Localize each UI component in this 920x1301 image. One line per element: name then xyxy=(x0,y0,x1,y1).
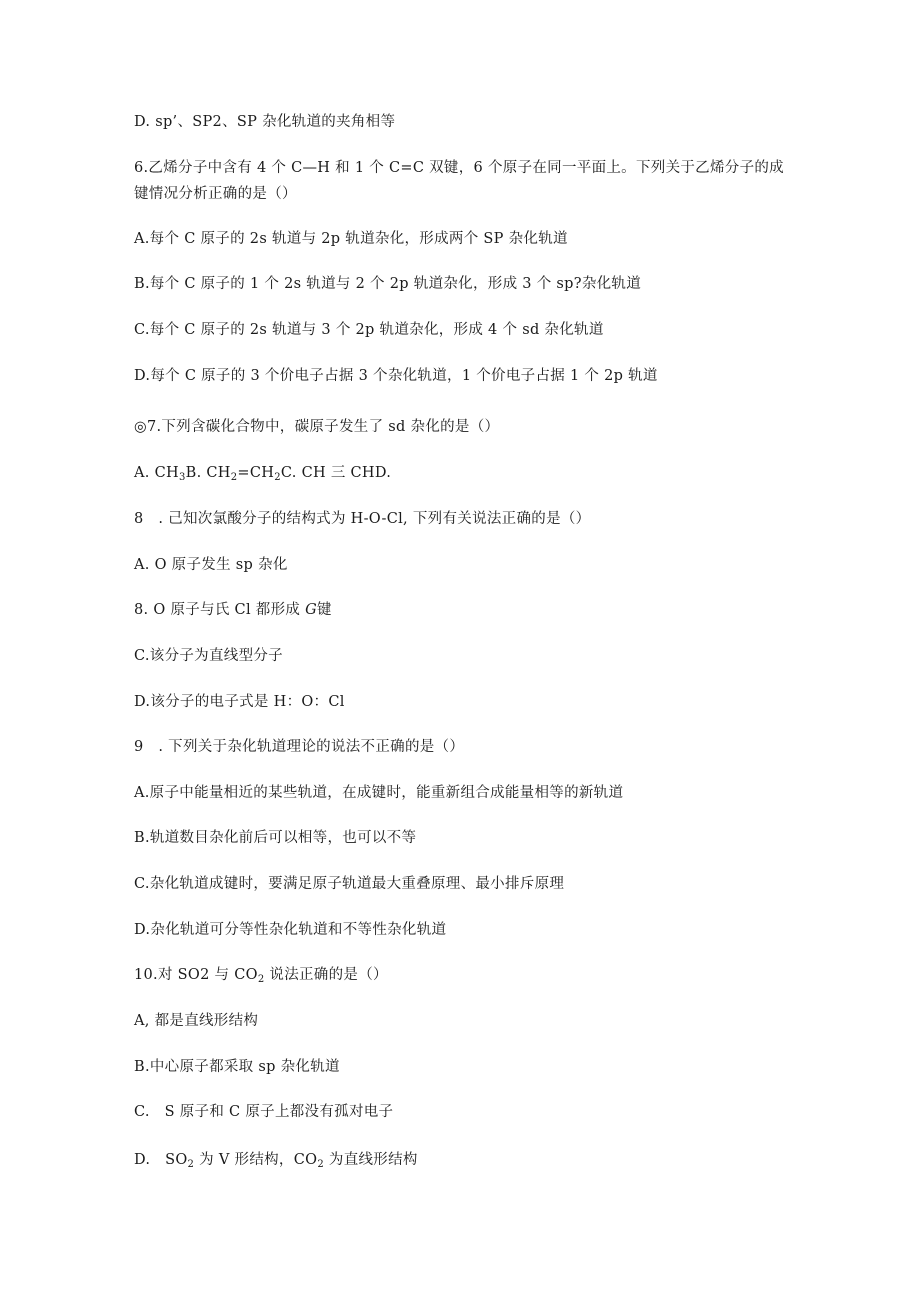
option-c-q8: C.该分子为直线型分子 xyxy=(134,648,283,664)
q7-sub-2: 2 xyxy=(230,472,238,483)
q7-part-3: =CH xyxy=(237,465,275,481)
option-d-q8: D.该分子的电子式是 H：O：Cl xyxy=(134,694,345,710)
q8b-part-2: 键 xyxy=(317,602,332,618)
option-d-q6: D.每个 C 原子的 3 个价电子占据 3 个杂化轨道，1 个价电子占据 1 个 2p 轨道 xyxy=(134,368,658,384)
option-a-q9: A.原子中能量相近的某些轨道，在成键时，能重新组合成能量相等的新轨道 xyxy=(134,785,624,801)
option-b-q10: B.中心原子都采取 sp 杂化轨道 xyxy=(134,1059,340,1075)
option-b-q8 xyxy=(134,600,332,620)
q10d-part-1: D. SO xyxy=(134,1152,188,1168)
options-q7 xyxy=(134,463,391,483)
q7-sub-1: 3 xyxy=(178,472,186,483)
q10d-sub-1: 2 xyxy=(187,1159,195,1170)
question-8-stem: 8 . 己知次氯酸分子的结构式为 H-O-Cl, 下列有关说法正确的是（） xyxy=(134,511,591,527)
q10d-part-2: 为 V 形结构，CO xyxy=(194,1152,318,1168)
question-9-stem: 9 . 下列关于杂化轨道理论的说法不正确的是（） xyxy=(134,739,465,755)
option-a-q8: A. O 原子发生 sp 杂化 xyxy=(134,557,288,573)
option-d-q5: D. sp’、SP2、SP 杂化轨道的夹角相等 xyxy=(134,114,396,130)
q10-sub-1: 2 xyxy=(257,974,265,985)
sigma-symbol: G xyxy=(305,602,317,618)
q7-part-1: A. CH xyxy=(134,465,179,481)
q7-sub-3: 2 xyxy=(274,472,281,483)
q10d-part-3: 为直线形结构 xyxy=(323,1152,418,1168)
option-c-q10: C. S 原子和 C 原子上都没有孤对电子 xyxy=(134,1104,394,1120)
option-b-q6: B.每个 C 原子的 1 个 2s 轨道与 2 个 2p 轨道杂化，形成 3 个 sp?杂化轨道 xyxy=(134,276,642,292)
option-c-q9: C.杂化轨道成键时，要满足原子轨道最大重叠原理、最小排斥原理 xyxy=(134,876,565,892)
option-c-q6: C.每个 C 原子的 2s 轨道与 3 个 2p 轨道杂化，形成 4 个 sd 杂化轨道 xyxy=(134,322,604,338)
q7-part-4: C. CH 三 CHD. xyxy=(280,465,392,481)
option-b-q9: B.轨道数目杂化前后可以相等，也可以不等 xyxy=(134,830,417,846)
question-6-stem: 6.乙烯分子中含有 4 个 C—H 和 1 个 C=C 双键，6 个原子在同一平面上。下列关于乙烯分子的成 xyxy=(134,160,784,176)
q10-part-1: 10.对 SO2 与 CO xyxy=(134,967,258,983)
q7-part-2: B. CH xyxy=(185,465,231,481)
option-d-q10 xyxy=(134,1150,418,1170)
question-10-stem xyxy=(134,965,388,985)
q10d-sub-2: 2 xyxy=(317,1159,324,1170)
option-a-q10: A, 都是直线形结构 xyxy=(134,1013,259,1029)
question-6-stem-cont: 键情况分析正确的是（） xyxy=(134,186,297,202)
question-7-stem: ◎7.下列含碳化合物中，碳原子发生了 sd 杂化的是（） xyxy=(134,419,500,435)
q10-part-2: 说法正确的是（） xyxy=(264,967,388,983)
option-d-q9: D.杂化轨道可分等性杂化轨道和不等性杂化轨道 xyxy=(134,922,447,938)
option-a-q6: A.每个 C 原子的 2s 轨道与 2p 轨道杂化，形成两个 SP 杂化轨道 xyxy=(134,231,568,247)
q8b-part-1: 8. O 原子与氏 Cl 都形成 xyxy=(134,602,306,618)
